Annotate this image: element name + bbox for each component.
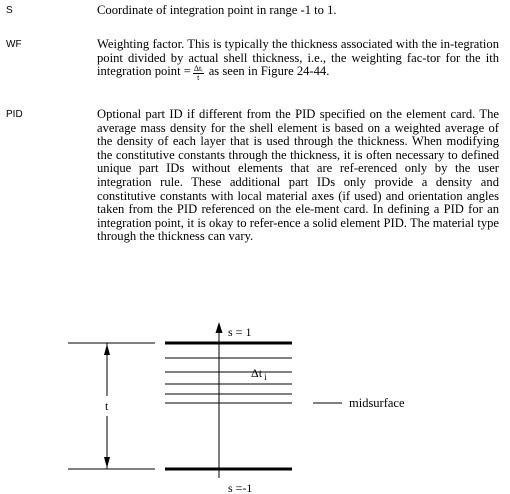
entry-description: Optional part ID if different from the PID specified on the element card. The average mass density for the shell element is based on a weighted average of the density of each layer that is used through the thickness. When modifying the constitutive constants through the thickness, it is often necessary to defined unique part IDs without elements that are ref-erenced only by the user integration rule. These additional part IDs only provide a density and constitutive constants with local material axes (if used) and orientation angles taken from the PID referenced on the ele-ment card. In defining a PID for an integration point, it is okay to refer-ence a solid element PID. The material type through the thickness can vary.: [97, 107, 499, 244]
fraction-denominator: t: [197, 73, 200, 83]
layer-thickness-subscript: i: [264, 372, 267, 382]
thickness-label: t: [105, 399, 109, 413]
bottom-coordinate-label: s =-1: [228, 481, 253, 494]
entry-key: S: [6, 5, 13, 16]
entry-key: WF: [6, 39, 22, 50]
dimension-arrow-up-icon: [104, 344, 110, 355]
description-text: Weighting factor. This is typically the thickness associated with the in-tegration point divided by actual shell thickness, i.e., the weighting fac-tor for the ith integration point =: [97, 37, 499, 79]
layer-thickness-label: [251, 366, 267, 382]
fraction-numerator: Δtᵢ: [193, 64, 203, 74]
layer-thickness-delta: Δt: [251, 366, 263, 380]
entry-key: PID: [6, 109, 23, 120]
midsurface-label: midsurface: [349, 396, 405, 410]
description-text-after: as seen in Figure 24-44.: [205, 64, 330, 79]
axis-arrow-icon: [216, 322, 223, 333]
top-coordinate-label: s = 1: [228, 325, 252, 339]
dimension-arrow-down-icon: [104, 457, 110, 468]
entry-description: Coordinate of integration point in range -1 to 1.: [97, 3, 337, 17]
